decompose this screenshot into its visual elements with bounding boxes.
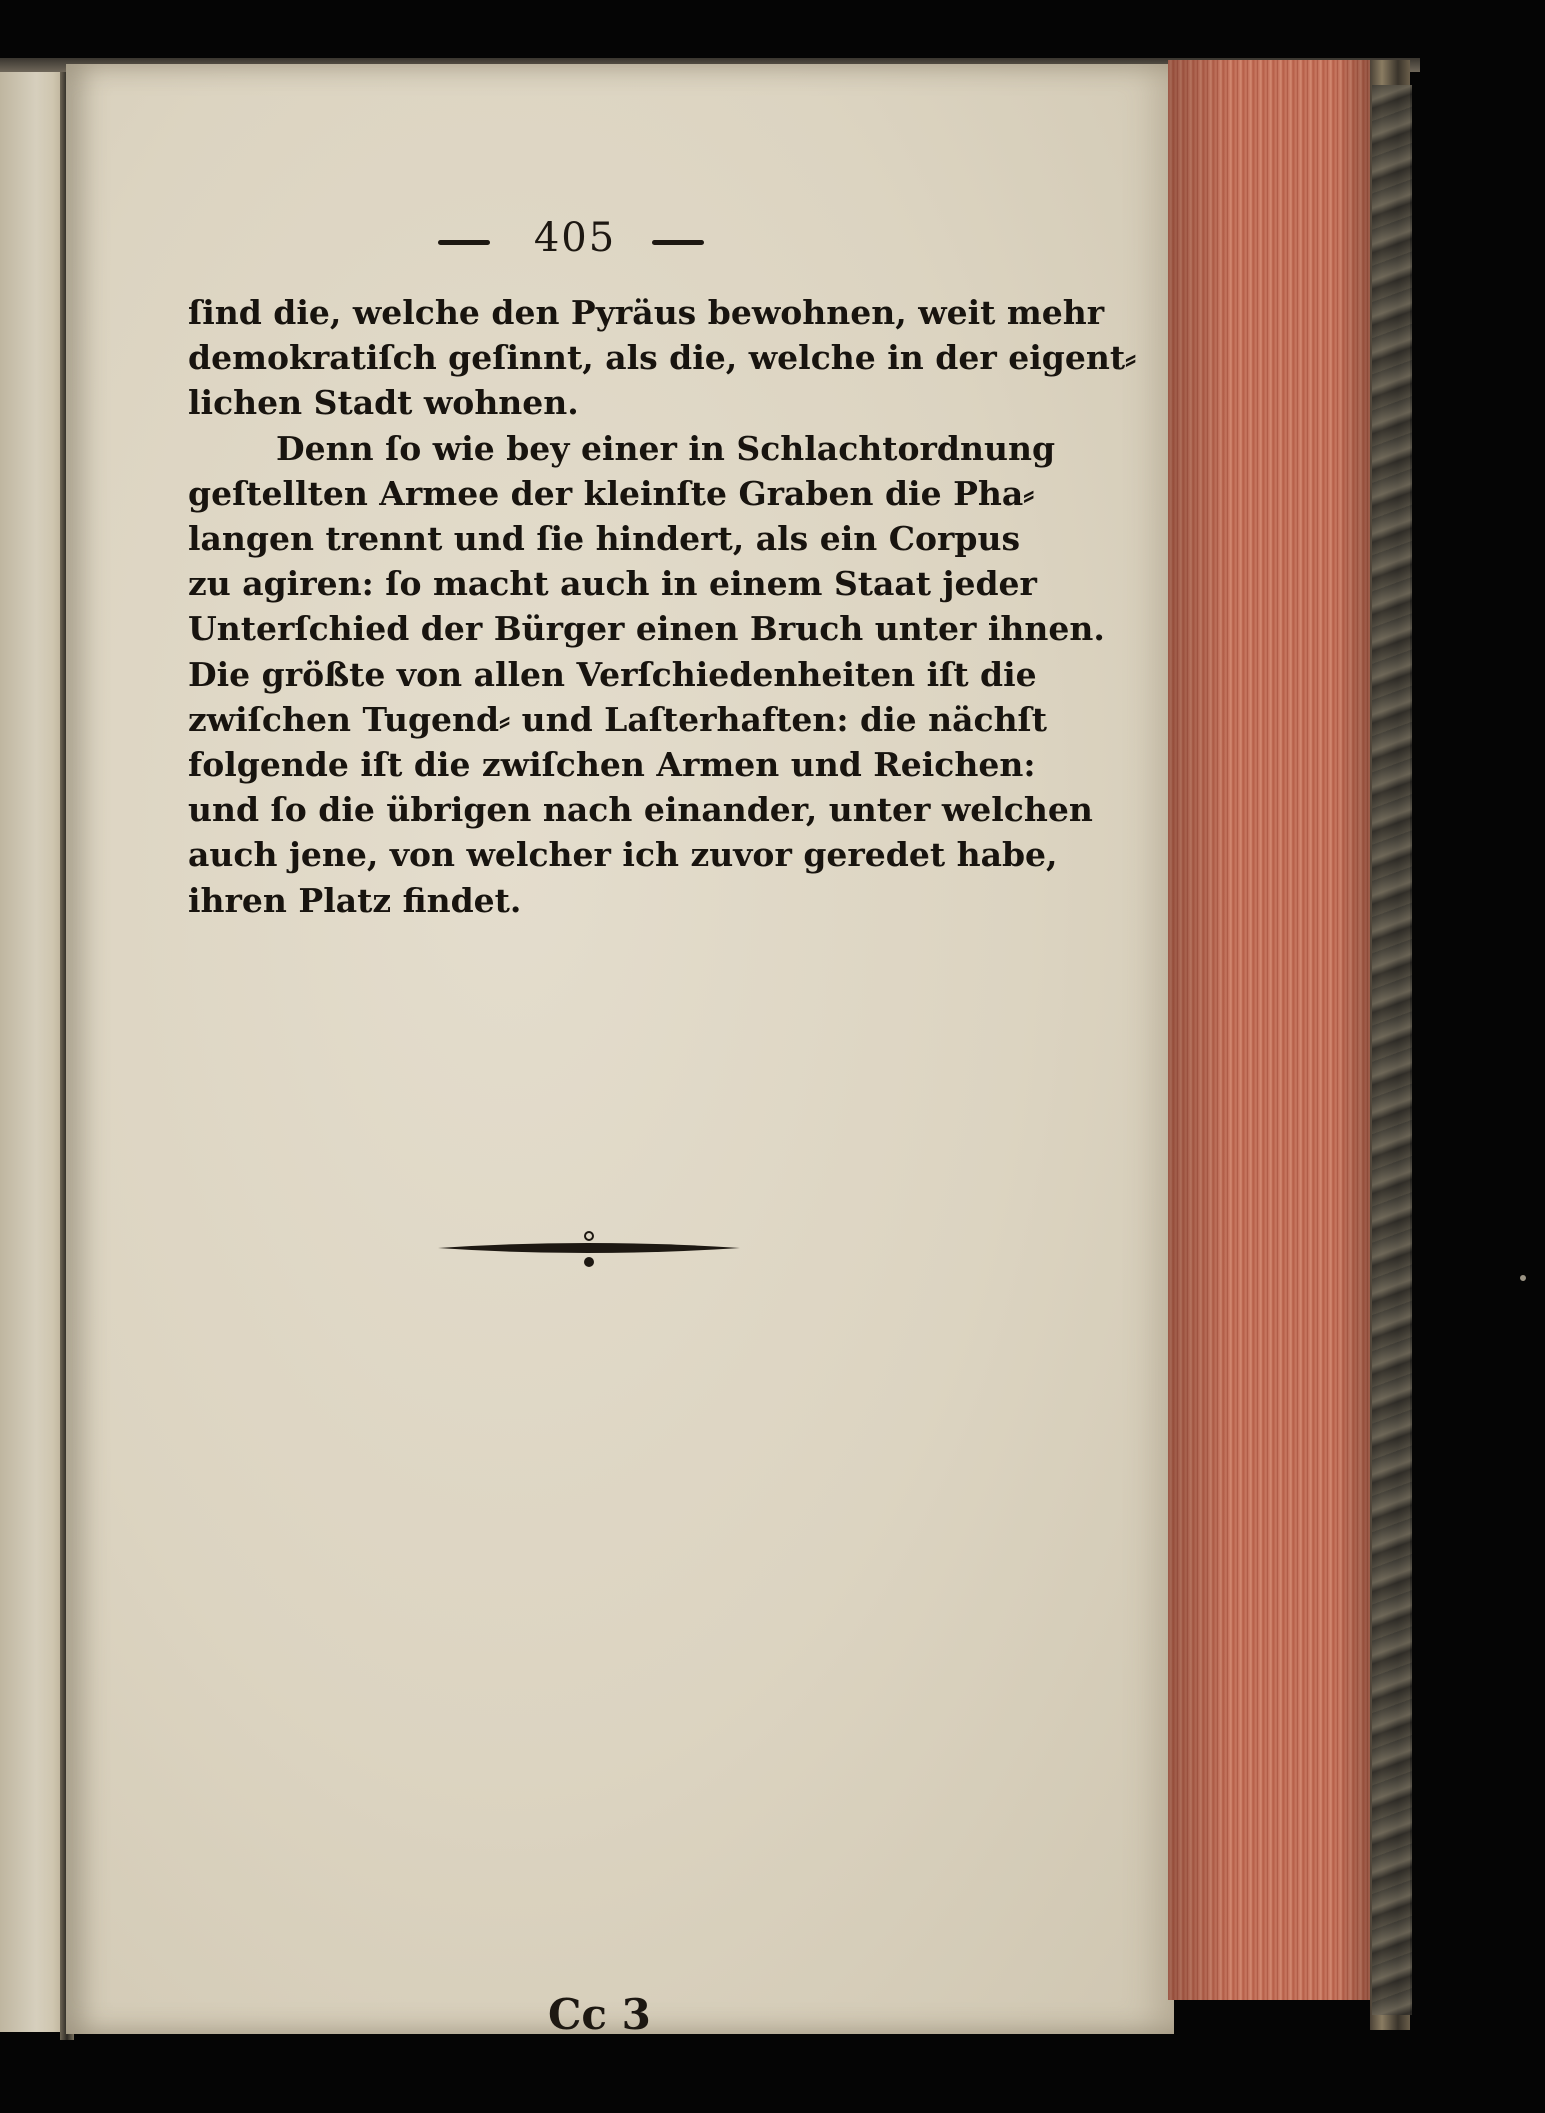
- page-number-dash-right: [652, 240, 704, 245]
- text-line: demokratiſch geſinnt, als die, welche in der eigent⸗: [188, 338, 1137, 378]
- text-line: zwiſchen Tugend⸗ und Laſterhaften: die nächſt: [188, 699, 1047, 739]
- body-text: [188, 290, 1137, 923]
- speck: [1520, 1275, 1526, 1281]
- text-line: Die größte von allen Verſchiedenheiten iſt die: [188, 654, 1037, 694]
- text-line: und ſo die übrigen nach einander, unter welchen: [188, 790, 1093, 830]
- text-line: folgende iſt die zwiſchen Armen und Reichen:: [188, 745, 1036, 785]
- previous-page-edge: [0, 72, 66, 2032]
- text-line: ihren Platz findet.: [188, 880, 522, 920]
- text-line: lichen Stadt wohnen.: [188, 383, 579, 423]
- text-line: Unterſchied der Bürger einen Bruch unter ihnen.: [188, 609, 1105, 649]
- signature-mark: Cc 3: [548, 1990, 651, 2039]
- text-line: geſtellten Armee der kleinſte Graben die Pha⸗: [188, 473, 1035, 513]
- text-line: auch jene, von welcher ich zuvor geredet habe,: [188, 835, 1058, 875]
- page-number: 405: [533, 215, 617, 261]
- text-line: Denn ſo wie bey einer in Schlachtordnung: [276, 428, 1056, 468]
- text-line: zu agiren: ſo macht auch in einem Staat jeder: [188, 564, 1037, 604]
- fore-edge-shadow: [1168, 60, 1378, 2000]
- text-line: langen trennt und ſie hindert, als ein Corpus: [188, 519, 1021, 559]
- marbled-board: [1372, 85, 1412, 2015]
- text-line: ſind die, welche den Pyräus bewohnen, weit mehr: [188, 293, 1105, 332]
- ornament-rule: [436, 1230, 742, 1270]
